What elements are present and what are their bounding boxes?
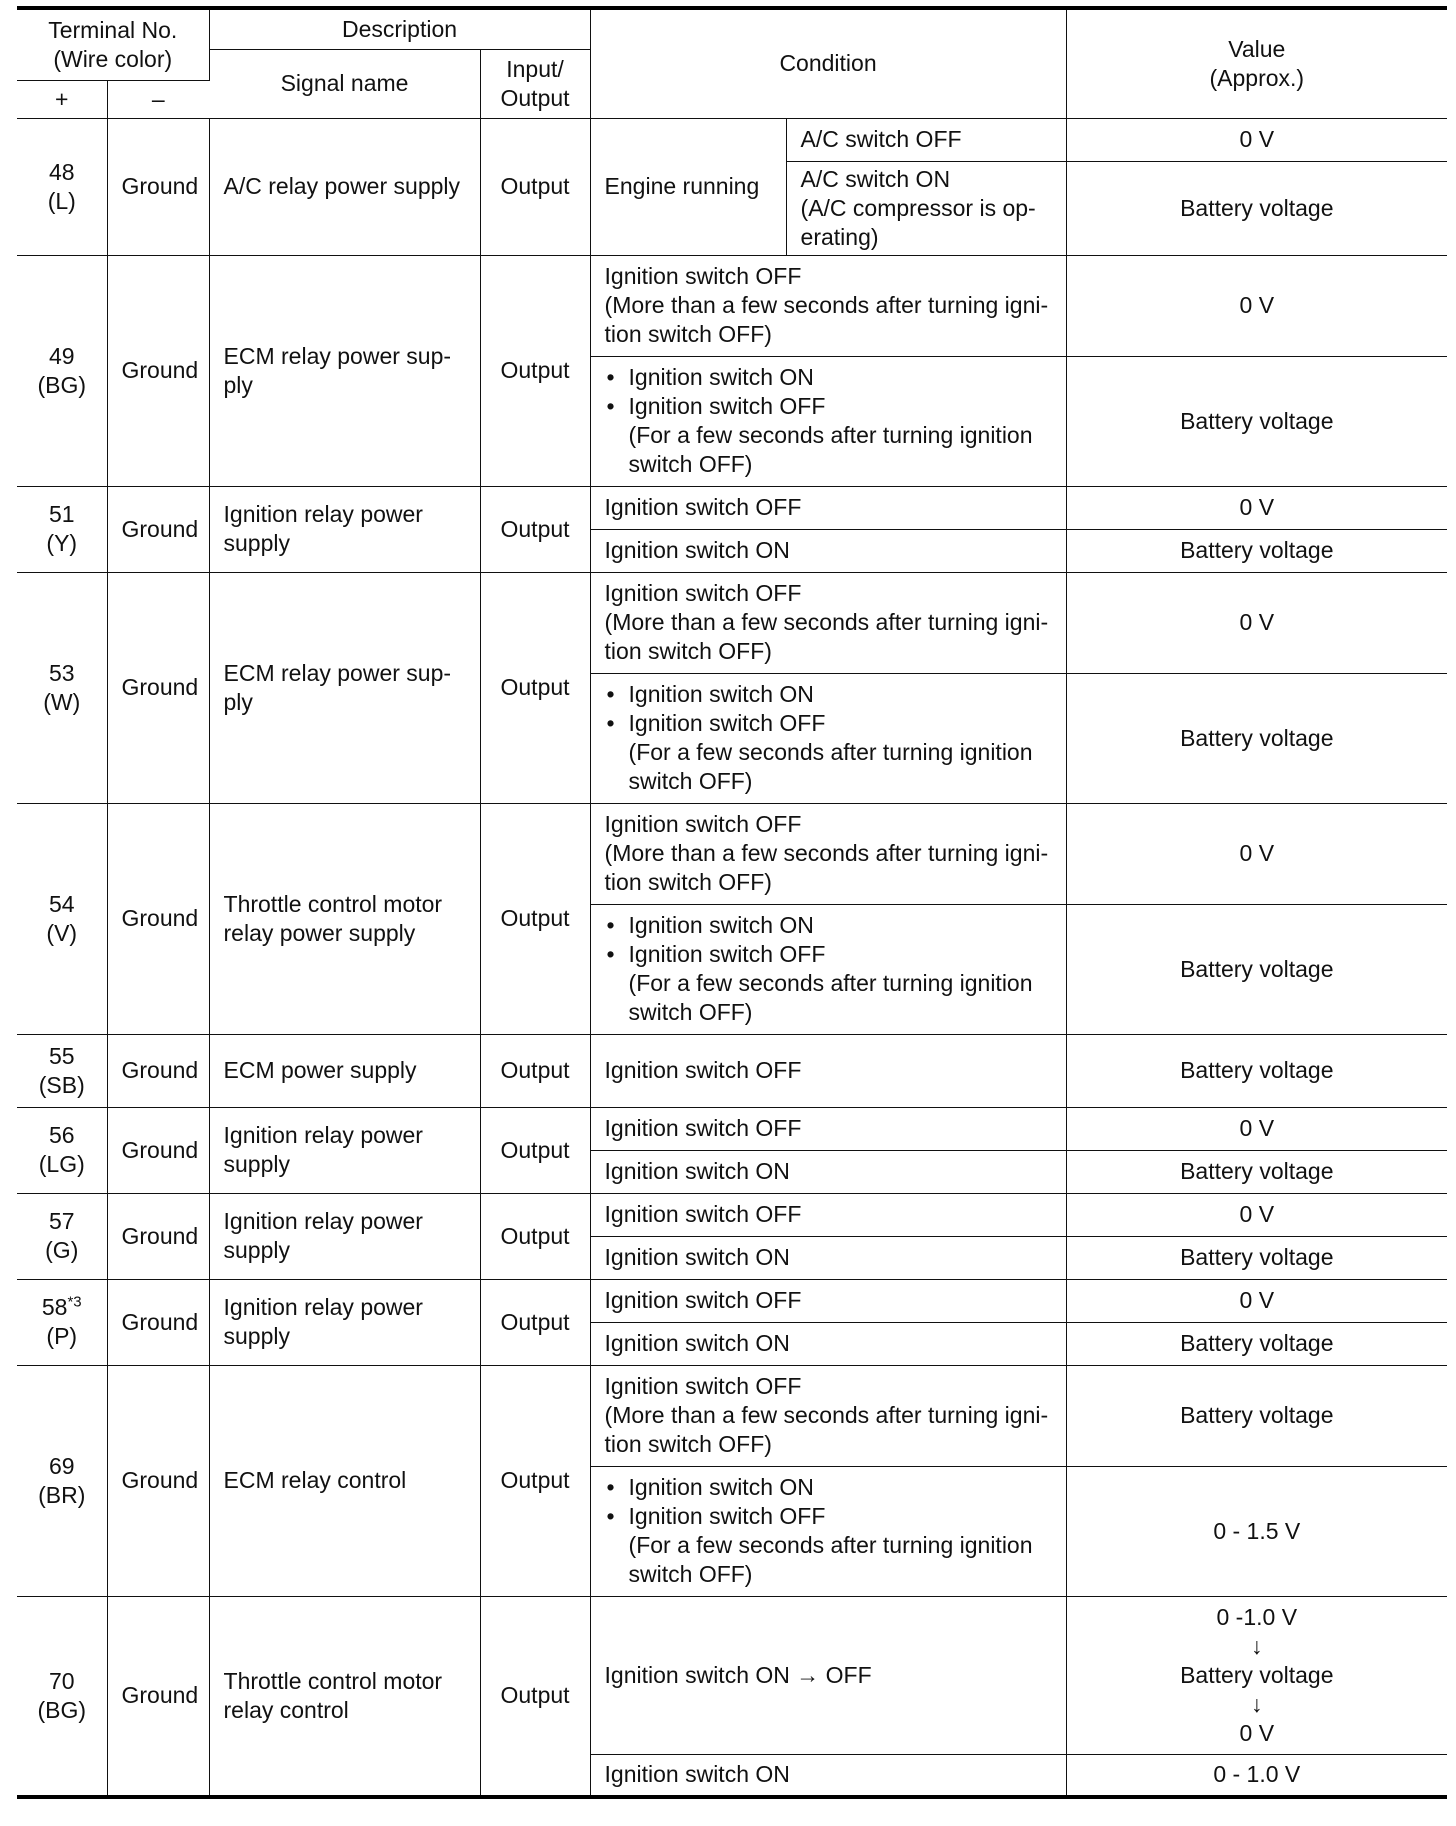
value: 0 V (1066, 118, 1447, 161)
value: 0 V (1066, 572, 1447, 673)
down-arrow-icon: ↓ (1251, 1690, 1263, 1717)
signal-name: Ignition relay power supply (209, 1279, 480, 1365)
value: Battery voltage (1066, 673, 1447, 803)
value: 0 V (1066, 803, 1447, 904)
signal-name: Ignition relay power supply (209, 486, 480, 572)
terminal-minus: Ground (107, 1279, 209, 1365)
terminal-number: 69 (BR) (17, 1365, 107, 1596)
header-plus: + (17, 80, 107, 118)
terminal-minus: Ground (107, 1107, 209, 1193)
header-approx-label: (Approx.) (1209, 64, 1305, 91)
condition: Ignition switch OFF (590, 1279, 1066, 1322)
io-type: Output (480, 1107, 590, 1193)
condition: Ignition switch OFF (More than a few seconds after turning igni- tion switch OFF) (590, 1365, 1066, 1466)
header-input-label: Input/ (506, 55, 564, 82)
table-row (17, 1193, 1447, 1236)
terminal-number: 51 (Y) (17, 486, 107, 572)
header-wire-color-label: (Wire color) (53, 45, 173, 72)
footnote-mark: *3 (67, 1293, 82, 1311)
condition: Ignition switch OFF (More than a few seconds after turning igni- tion switch OFF) (590, 572, 1066, 673)
condition: Ignition switch ON (590, 1754, 1066, 1797)
table-row (17, 1596, 1447, 1754)
condition: • Ignition switch ON • Ignition switch OFF (For a few seconds after turning ignition switch OFF) (590, 904, 1066, 1034)
header-input-output (480, 49, 590, 118)
io-type: Output (480, 1596, 590, 1797)
value: Battery voltage (1066, 1365, 1447, 1466)
header-minus: – (107, 80, 209, 118)
terminal-number: 58$^{*3}$ (P) (17, 1279, 107, 1365)
terminal-minus: Ground (107, 486, 209, 572)
io-type: Output (480, 803, 590, 1034)
table-row (17, 572, 1447, 673)
value: 0 V (1066, 1193, 1447, 1236)
signal-name: ECM relay control (209, 1365, 480, 1596)
value: Battery voltage (1066, 1034, 1447, 1107)
value: 0 V (1066, 1107, 1447, 1150)
io-type: Output (480, 255, 590, 486)
terminal-minus: Ground (107, 1193, 209, 1279)
table-row (17, 486, 1447, 529)
terminal-number: 55 (SB) (17, 1034, 107, 1107)
table-row (17, 255, 1447, 356)
header-value-label: Value (1228, 35, 1286, 62)
io-type: Output (480, 118, 590, 255)
terminal-number: 49 (BG) (17, 255, 107, 486)
condition: • Ignition switch ON • Ignition switch OFF (For a few seconds after turning ignition switch OFF) (590, 1466, 1066, 1596)
value: 0 -1.0 V ↓ Battery voltage ↓ 0 V (1066, 1596, 1447, 1754)
signal-name: Throttle control motor relay control (209, 1596, 480, 1797)
terminal-number: 57 (G) (17, 1193, 107, 1279)
io-type: Output (480, 1365, 590, 1596)
header-terminal-no-label: Terminal No. (48, 16, 178, 43)
value: Battery voltage (1066, 904, 1447, 1034)
terminal-number: 48 (L) (17, 118, 107, 255)
signal-name: ECM power supply (209, 1034, 480, 1107)
condition: Ignition switch ON (590, 1322, 1066, 1365)
table-row (17, 1365, 1447, 1466)
condition: Ignition switch OFF (More than a few seconds after turning igni- tion switch OFF) (590, 255, 1066, 356)
terminal-minus: Ground (107, 1596, 209, 1797)
io-type: Output (480, 486, 590, 572)
terminal-minus: Ground (107, 803, 209, 1034)
header-signal-name: Signal name (209, 49, 480, 118)
terminal-number: 54 (V) (17, 803, 107, 1034)
down-arrow-icon: ↓ (1251, 1632, 1263, 1659)
io-type: Output (480, 1279, 590, 1365)
table-row (17, 118, 1447, 161)
value: Battery voltage (1066, 161, 1447, 255)
signal-name: Ignition relay power supply (209, 1193, 480, 1279)
header-condition: Condition (590, 8, 1066, 118)
value: Battery voltage (1066, 529, 1447, 572)
io-type: Output (480, 572, 590, 803)
table-row (17, 1107, 1447, 1150)
io-type: Output (480, 1034, 590, 1107)
ecm-terminal-table (17, 6, 1447, 1799)
table-row (17, 803, 1447, 904)
value: 0 - 1.0 V (1066, 1754, 1447, 1797)
condition: • Ignition switch ON • Ignition switch OFF (For a few seconds after turning ignition switch OFF) (590, 673, 1066, 803)
signal-name: ECM relay power sup- ply (209, 255, 480, 486)
header-description: Description (209, 8, 590, 49)
terminal-minus: Ground (107, 1365, 209, 1596)
header-value (1066, 8, 1447, 118)
condition-group: Engine running (590, 118, 786, 255)
table-row (17, 1279, 1447, 1322)
terminal-minus: Ground (107, 572, 209, 803)
condition: Ignition switch ON → OFF (590, 1596, 1066, 1754)
signal-name: Ignition relay power supply (209, 1107, 480, 1193)
signal-name: A/C relay power supply (209, 118, 480, 255)
terminal-number: 56 (LG) (17, 1107, 107, 1193)
value: 0 V (1066, 255, 1447, 356)
terminal-number: 70 (BG) (17, 1596, 107, 1797)
table-row (17, 1034, 1447, 1107)
value: Battery voltage (1066, 1236, 1447, 1279)
header-terminal-no (17, 8, 209, 80)
condition: Ignition switch ON (590, 1150, 1066, 1193)
signal-name: Throttle control motor relay power supply (209, 803, 480, 1034)
condition: Ignition switch ON (590, 1236, 1066, 1279)
header-output-label: Output (500, 84, 570, 111)
condition: Ignition switch OFF (590, 1034, 1066, 1107)
io-type: Output (480, 1193, 590, 1279)
condition: Ignition switch OFF (590, 1107, 1066, 1150)
value: 0 V (1066, 486, 1447, 529)
value: 0 - 1.5 V (1066, 1466, 1447, 1596)
condition: • Ignition switch ON • Ignition switch OFF (For a few seconds after turning ignition switch OFF) (590, 356, 1066, 486)
terminal-number: 53 (W) (17, 572, 107, 803)
value: 0 V (1066, 1279, 1447, 1322)
terminal-minus: Ground (107, 118, 209, 255)
condition: Ignition switch OFF (More than a few seconds after turning igni- tion switch OFF) (590, 803, 1066, 904)
condition: Ignition switch OFF (590, 486, 1066, 529)
terminal-minus: Ground (107, 255, 209, 486)
condition: A/C switch ON (A/C compressor is op- erating) (786, 161, 1066, 255)
condition: Ignition switch ON (590, 529, 1066, 572)
condition: A/C switch OFF (786, 118, 1066, 161)
condition: Ignition switch OFF (590, 1193, 1066, 1236)
value: Battery voltage (1066, 1150, 1447, 1193)
value: Battery voltage (1066, 1322, 1447, 1365)
value: Battery voltage (1066, 356, 1447, 486)
terminal-minus: Ground (107, 1034, 209, 1107)
signal-name: ECM relay power sup- ply (209, 572, 480, 803)
